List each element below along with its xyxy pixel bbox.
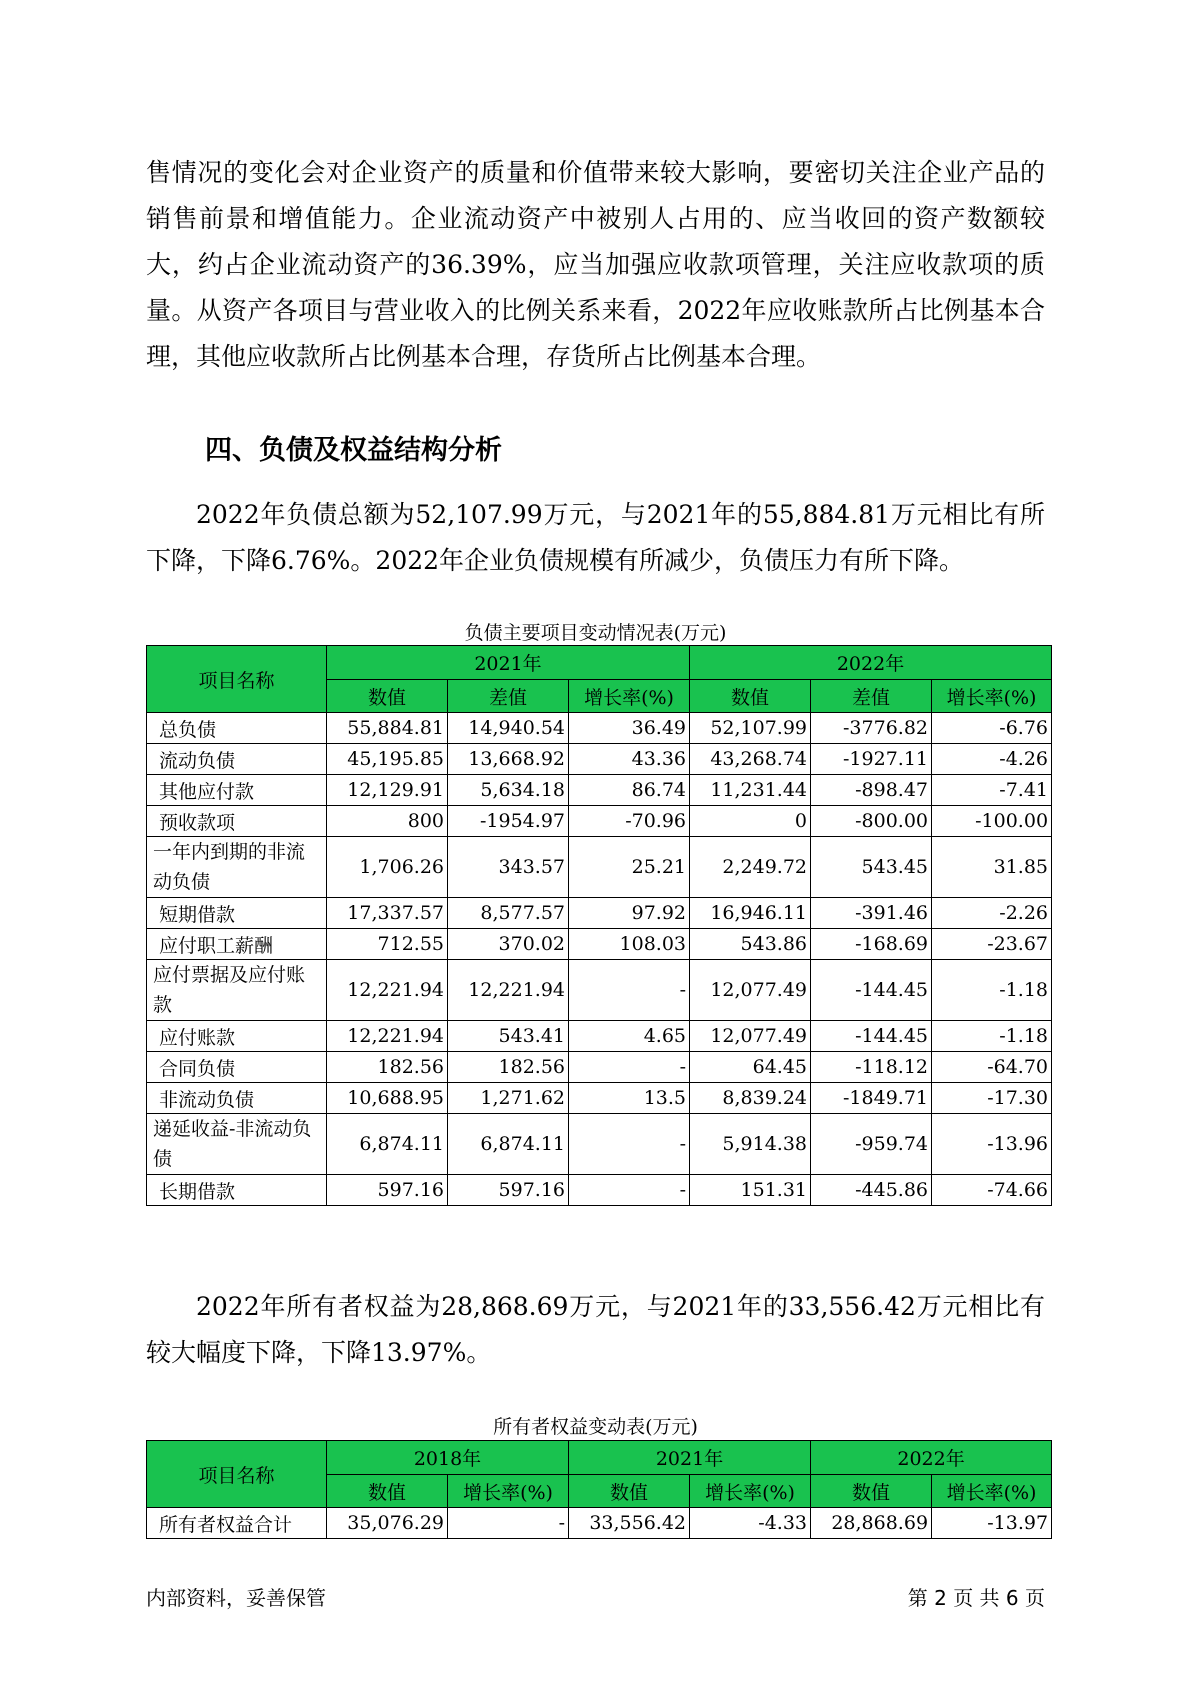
table-row — [147, 713, 1052, 744]
row-value-cell: 52,107.99 — [690, 713, 811, 744]
row-item-name: 应付职工薪酬 — [147, 929, 327, 960]
row-item-name: 短期借款 — [147, 898, 327, 929]
table-row — [147, 898, 1052, 929]
subheader-value: 数值 — [811, 1475, 932, 1508]
row-value-cell: 1,271.62 — [448, 1083, 569, 1114]
row-value-cell: -23.67 — [932, 929, 1052, 960]
row-value-cell: -1.18 — [932, 1021, 1052, 1052]
row-value-cell: 5,634.18 — [448, 775, 569, 806]
table-row — [147, 1114, 1052, 1175]
subheader-growth: 增长率(%) — [690, 1475, 811, 1508]
header-year-2018: 2018年 — [327, 1441, 569, 1475]
row-value-cell: -168.69 — [811, 929, 932, 960]
table-row — [147, 1052, 1052, 1083]
row-value-cell: -3776.82 — [811, 713, 932, 744]
row-value-cell: 25.21 — [569, 837, 690, 898]
row-value-cell: 11,231.44 — [690, 775, 811, 806]
row-value-cell: 543.86 — [690, 929, 811, 960]
row-value-cell: -1849.71 — [811, 1083, 932, 1114]
row-value-cell: 597.16 — [327, 1175, 448, 1206]
row-value-cell: 12,077.49 — [690, 960, 811, 1021]
row-value-cell: 2,249.72 — [690, 837, 811, 898]
subheader-growth: 增长率(%) — [932, 1475, 1052, 1508]
row-value-cell: 182.56 — [448, 1052, 569, 1083]
row-value-cell: 343.57 — [448, 837, 569, 898]
row-value-cell: 13,668.92 — [448, 744, 569, 775]
row-value-cell: 33,556.42 — [569, 1508, 690, 1539]
row-value-cell: 43.36 — [569, 744, 690, 775]
footer-confidential-note: 内部资料，妥善保管 — [146, 1586, 326, 1610]
footer-page-number: 第 2 页 共 6 页 — [907, 1586, 1045, 1610]
subheader-diff: 差值 — [811, 680, 932, 713]
row-value-cell: -6.76 — [932, 713, 1052, 744]
paragraph-asset-analysis: 售情况的变化会对企业资产的质量和价值带来较大影响，要密切关注企业产品的销售前景和增值能力。企业流动资产中被别人占用的、应当收回的资产数额较大，约占企业流动资产的36.39%，应当加强应收款项管理，关注应收款项的质量。从资产各项目与营业收入的比例关系来看，2022年应收账款所占比例基本合理，其他应收款所占比例基本合理，存货所占比例基本合理。 — [146, 158, 1045, 371]
row-value-cell: - — [569, 1114, 690, 1175]
table-row — [147, 1021, 1052, 1052]
header-item-name: 项目名称 — [147, 1441, 327, 1508]
subheader-growth: 增长率(%) — [448, 1475, 569, 1508]
row-item-name: 总负债 — [147, 713, 327, 744]
subheader-value: 数值 — [327, 680, 448, 713]
row-value-cell: 6,874.11 — [448, 1114, 569, 1175]
row-value-cell: 108.03 — [569, 929, 690, 960]
row-value-cell: 45,195.85 — [327, 744, 448, 775]
row-item-name: 合同负债 — [147, 1052, 327, 1083]
table-row — [147, 1175, 1052, 1206]
row-value-cell: 543.41 — [448, 1021, 569, 1052]
row-value-cell: 12,129.91 — [327, 775, 448, 806]
equity-table-caption: 所有者权益变动表(万元) — [493, 1416, 698, 1438]
subheader-value: 数值 — [327, 1475, 448, 1508]
row-value-cell: -7.41 — [932, 775, 1052, 806]
row-item-name: 预收款项 — [147, 806, 327, 837]
row-value-cell: - — [569, 960, 690, 1021]
row-value-cell: 1,706.26 — [327, 837, 448, 898]
row-item-name: 所有者权益合计 — [147, 1508, 327, 1539]
row-value-cell: 8,839.24 — [690, 1083, 811, 1114]
row-value-cell: -4.33 — [690, 1508, 811, 1539]
row-value-cell: 597.16 — [448, 1175, 569, 1206]
row-item-name: 非流动负债 — [147, 1083, 327, 1114]
table-row — [147, 960, 1052, 1021]
row-value-cell: -800.00 — [811, 806, 932, 837]
row-value-cell: 13.5 — [569, 1083, 690, 1114]
subheader-growth: 增长率(%) — [932, 680, 1052, 713]
row-value-cell: 151.31 — [690, 1175, 811, 1206]
row-value-cell: 5,914.38 — [690, 1114, 811, 1175]
table-row — [147, 744, 1052, 775]
row-value-cell: 31.85 — [932, 837, 1052, 898]
subheader-diff: 差值 — [448, 680, 569, 713]
row-value-cell: 17,337.57 — [327, 898, 448, 929]
row-value-cell: -144.45 — [811, 960, 932, 1021]
row-value-cell: 8,577.57 — [448, 898, 569, 929]
row-value-cell: 97.92 — [569, 898, 690, 929]
row-item-name: 应付账款 — [147, 1021, 327, 1052]
row-value-cell: -1954.97 — [448, 806, 569, 837]
row-value-cell: 543.45 — [811, 837, 932, 898]
row-value-cell: -118.12 — [811, 1052, 932, 1083]
header-year-2022: 2022年 — [690, 646, 1052, 680]
table-row — [147, 837, 1052, 898]
header-item-name: 项目名称 — [147, 646, 327, 713]
header-year-2022: 2022年 — [811, 1441, 1052, 1475]
row-value-cell: 14,940.54 — [448, 713, 569, 744]
row-value-cell: -13.97 — [932, 1508, 1052, 1539]
row-item-name: 长期借款 — [147, 1175, 327, 1206]
row-item-name: 递延收益-非流动负债 — [147, 1114, 327, 1175]
row-value-cell: -13.96 — [932, 1114, 1052, 1175]
row-value-cell: 12,221.94 — [327, 1021, 448, 1052]
row-value-cell: -100.00 — [932, 806, 1052, 837]
row-value-cell: -64.70 — [932, 1052, 1052, 1083]
row-value-cell: -2.26 — [932, 898, 1052, 929]
subheader-value: 数值 — [690, 680, 811, 713]
row-item-name: 应付票据及应付账款 — [147, 960, 327, 1021]
table-row — [147, 806, 1052, 837]
row-value-cell: -1.18 — [932, 960, 1052, 1021]
row-value-cell: -391.46 — [811, 898, 932, 929]
row-value-cell: 12,221.94 — [448, 960, 569, 1021]
row-value-cell: -74.66 — [932, 1175, 1052, 1206]
table-row — [147, 929, 1052, 960]
row-value-cell: 43,268.74 — [690, 744, 811, 775]
row-value-cell: 4.65 — [569, 1021, 690, 1052]
liability-table-caption: 负债主要项目变动情况表(万元) — [464, 622, 727, 644]
row-item-name: 一年内到期的非流动负债 — [147, 837, 327, 898]
table-row — [147, 775, 1052, 806]
header-year-2021: 2021年 — [327, 646, 690, 680]
liability-table — [146, 645, 1052, 1206]
subheader-growth: 增长率(%) — [569, 680, 690, 713]
row-value-cell: 35,076.29 — [327, 1508, 448, 1539]
row-value-cell: 16,946.11 — [690, 898, 811, 929]
row-value-cell: -445.86 — [811, 1175, 932, 1206]
row-value-cell: 86.74 — [569, 775, 690, 806]
row-value-cell: -959.74 — [811, 1114, 932, 1175]
row-value-cell: 182.56 — [327, 1052, 448, 1083]
row-value-cell: 6,874.11 — [327, 1114, 448, 1175]
paragraph-liability-summary: 2022年负债总额为52,107.99万元，与2021年的55,884.81万元相比有所下降，下降6.76%。2022年企业负债规模有所减少，负债压力有所下降。 — [146, 500, 1045, 575]
row-value-cell: -1927.11 — [811, 744, 932, 775]
paragraph-equity-summary: 2022年所有者权益为28,868.69万元，与2021年的33,556.42万元相比有较大幅度下降，下降13.97%。 — [146, 1292, 1045, 1367]
row-value-cell: 0 — [690, 806, 811, 837]
row-value-cell: 64.45 — [690, 1052, 811, 1083]
row-value-cell: 28,868.69 — [811, 1508, 932, 1539]
row-value-cell: -144.45 — [811, 1021, 932, 1052]
row-value-cell: - — [569, 1052, 690, 1083]
row-value-cell: 370.02 — [448, 929, 569, 960]
row-value-cell: 12,221.94 — [327, 960, 448, 1021]
subheader-value: 数值 — [569, 1475, 690, 1508]
row-value-cell: - — [569, 1175, 690, 1206]
header-year-2021: 2021年 — [569, 1441, 811, 1475]
row-value-cell: -4.26 — [932, 744, 1052, 775]
row-item-name: 流动负债 — [147, 744, 327, 775]
row-value-cell: 10,688.95 — [327, 1083, 448, 1114]
row-value-cell: 36.49 — [569, 713, 690, 744]
section-heading: 四、负债及权益结构分析 — [205, 435, 502, 466]
row-value-cell: 712.55 — [327, 929, 448, 960]
row-value-cell: 800 — [327, 806, 448, 837]
row-value-cell: -898.47 — [811, 775, 932, 806]
row-value-cell: - — [448, 1508, 569, 1539]
row-item-name: 其他应付款 — [147, 775, 327, 806]
equity-table — [146, 1440, 1052, 1539]
row-value-cell: -70.96 — [569, 806, 690, 837]
table-row — [147, 1508, 1052, 1539]
row-value-cell: -17.30 — [932, 1083, 1052, 1114]
table-row — [147, 1083, 1052, 1114]
row-value-cell: 55,884.81 — [327, 713, 448, 744]
row-value-cell: 12,077.49 — [690, 1021, 811, 1052]
